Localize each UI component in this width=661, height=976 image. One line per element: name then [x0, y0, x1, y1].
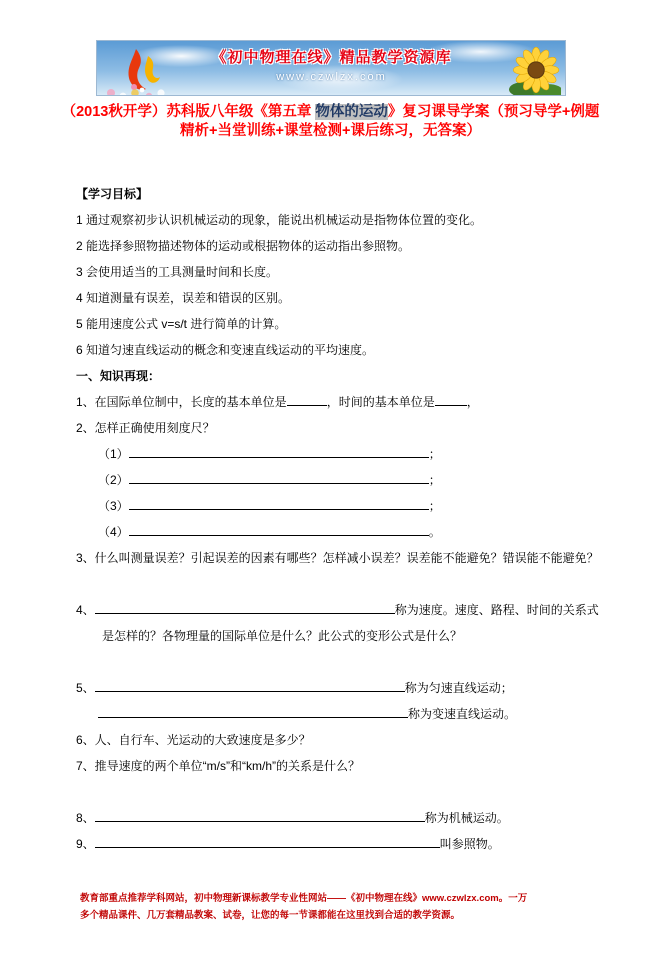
- q2-subitem-2-num: （2）: [98, 473, 129, 487]
- q2-subitem-4: [76, 519, 591, 545]
- q2-subitem-4-blank: [129, 523, 429, 536]
- q2-subitem-4-num: （4）: [98, 525, 129, 539]
- q2-subitem-1-end: ；: [428, 447, 441, 461]
- q8-blank: [95, 809, 425, 822]
- page-footer: 教育部重点推荐学科网站，初中物理新课标教学专业性网站——《初中物理在线》www.czwlzx.com。一万多个精品课件、几万套精品教案、试卷，让您的每一节课都能在这里找到合适的教学资源。: [80, 893, 528, 921]
- question-4-line2: 是怎样的？各物理量的国际单位是什么？此公式的变形公式是什么？: [102, 629, 463, 643]
- objective-item-6: 6 知道匀速直线运动的概念和变速直线运动的平均速度。: [76, 343, 375, 357]
- objective-item-2: 2 能选择参照物描述物体的运动或根据物体的运动指出参照物。: [76, 239, 411, 253]
- question-8: [76, 805, 591, 831]
- q4-num: 4、: [76, 603, 95, 617]
- q2-subitem-4-end: 。: [428, 525, 441, 539]
- banner-site-title: 《初中物理在线》精品教学资源库: [211, 49, 452, 66]
- q8-text: 称为机械运动。: [424, 811, 509, 825]
- question-5-line2: [76, 701, 591, 727]
- q1-text-mid: ，时间的基本单位是: [326, 395, 435, 409]
- site-banner: [96, 40, 566, 96]
- q2-subitem-2: [76, 467, 591, 493]
- document-title: [61, 103, 601, 141]
- q1-text-end: ，: [466, 395, 479, 409]
- q5-num: 5、: [76, 681, 95, 695]
- q1-blank-2: [435, 393, 467, 406]
- q4-blank: [95, 601, 395, 614]
- q2-subitem-1-blank: [129, 445, 429, 458]
- document-title-part2: 》复习课导学案（预习导学+例题精析+当堂训练+课堂检测+课后练习，无答案）: [180, 104, 600, 139]
- document-page: [0, 40, 661, 976]
- banner-text: [177, 46, 487, 83]
- q5-blank-2: [98, 705, 408, 718]
- banner-site-url: www.czwlzx.com: [276, 71, 387, 83]
- q5-text-1: 称为匀速直线运动；: [404, 681, 513, 695]
- objective-item-1: 1 通过观察初步认识机械运动的现象，能说出机械运动是指物体位置的变化。: [76, 213, 483, 227]
- q9-text: 叫参照物。: [439, 837, 500, 851]
- objective-item-5: 5 能用速度公式 v=s/t 进行简单的计算。: [76, 317, 287, 331]
- q5-text-2: 称为变速直线运动。: [408, 707, 517, 721]
- q9-num: 9、: [76, 837, 95, 851]
- q1-blank-1: [287, 393, 327, 406]
- question-6: 6、人、自行车、光运动的大致速度是多少？: [76, 733, 311, 747]
- q2-subitem-3: [76, 493, 591, 519]
- q1-text-pre: 1、在国际单位制中，长度的基本单位是: [76, 395, 287, 409]
- q2-subitem-3-num: （3）: [98, 499, 129, 513]
- q8-num: 8、: [76, 811, 95, 825]
- review-heading: 一、知识再现：: [76, 369, 161, 383]
- q2-subitem-1: [76, 441, 591, 467]
- question-9: [76, 831, 591, 857]
- sunflower-icon: [509, 44, 561, 96]
- question-1: [76, 389, 591, 415]
- q2-subitem-3-end: ；: [428, 499, 441, 513]
- document-title-highlight: 物体的运动: [315, 104, 388, 120]
- q2-subitem-2-blank: [129, 471, 429, 484]
- q9-blank: [95, 835, 440, 848]
- question-2: 2、怎样正确使用刻度尺？: [76, 421, 215, 435]
- question-4: [76, 597, 599, 623]
- small-flowers-icon: [103, 85, 173, 96]
- question-5: [76, 675, 591, 701]
- q2-subitem-2-end: ；: [428, 473, 441, 487]
- spacer: [76, 779, 591, 805]
- spacer: [76, 571, 591, 597]
- question-7: 7、推导速度的两个单位“m/s”和“km/h”的关系是什么？: [76, 759, 360, 773]
- question-3: 3、什么叫测量误差？引起误差的因素有哪些？怎样减小误差？误差能不能避免？错误能不能避免？: [76, 551, 599, 565]
- objective-item-4: 4 知道测量有误差，误差和错误的区别。: [76, 291, 291, 305]
- spacer: [76, 649, 591, 675]
- q5-blank-1: [95, 679, 405, 692]
- q4-text: 称为速度。速度、路程、时间的关系式: [394, 603, 599, 617]
- objectives-heading: 【学习目标】: [76, 187, 149, 201]
- document-title-part1: （2013秋开学）苏科版八年级《第五章: [61, 104, 316, 120]
- document-body: [76, 181, 599, 857]
- objective-item-3: 3 会使用适当的工具测量时间和长度。: [76, 265, 279, 279]
- q2-subitem-3-blank: [129, 497, 429, 510]
- q2-subitem-1-num: （1）: [98, 447, 129, 461]
